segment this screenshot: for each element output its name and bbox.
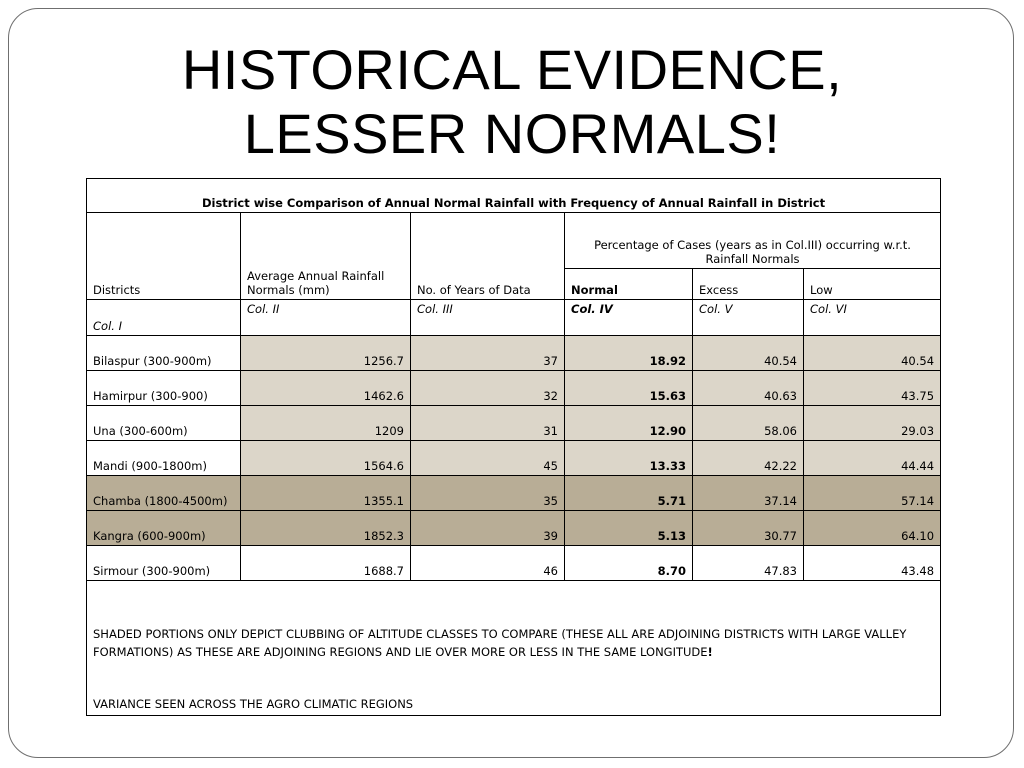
district-cell: Hamirpur (300-900) [87,371,241,406]
table-row [87,406,941,441]
avg-rainfall-cell: 1564.6 [241,441,411,476]
note-line-1-end: ! [707,645,713,659]
avg-rainfall-cell: 1462.6 [241,371,411,406]
slide-title [0,38,1024,166]
years-cell: 39 [411,511,565,546]
rainfall-table [86,178,941,716]
avg-rainfall-cell: 1355.1 [241,476,411,511]
table-row [87,371,941,406]
years-cell: 31 [411,406,565,441]
district-cell: Chamba (1800-4500m) [87,476,241,511]
years-cell: 35 [411,476,565,511]
note-line-2: VARIANCE SEEN ACROSS THE AGRO CLIMATIC REGIONS [93,697,414,711]
normal-cell: 5.13 [565,511,693,546]
table-row [87,511,941,546]
table-note [87,581,941,716]
table-row [87,336,941,371]
excess-cell: 30.77 [693,511,804,546]
normal-cell: 13.33 [565,441,693,476]
normal-cell: 15.63 [565,371,693,406]
excess-cell: 58.06 [693,406,804,441]
low-cell: 29.03 [804,406,941,441]
col-label-6: Col. VI [804,300,941,336]
note-line-1-text: SHADED PORTIONS ONLY DEPICT CLUBBING OF ALTITUDE CLASSES TO COMPARE (THESE ALL ARE ADJOINING DISTRICTS WITH LARGE VALLEY FORMATIONS) AS THESE ARE ADJOINING REGIONS AND LIE OVER MORE OR LESS IN THE SAME LONGITUDE [93,627,907,659]
avg-rainfall-cell: 1688.7 [241,546,411,581]
excess-cell: 42.22 [693,441,804,476]
col-label-2: Col. II [241,300,411,336]
district-cell: Bilaspur (300-900m) [87,336,241,371]
note-line-1 [93,625,934,661]
years-cell: 37 [411,336,565,371]
low-cell: 40.54 [804,336,941,371]
low-cell: 43.75 [804,371,941,406]
excess-cell: 37.14 [693,476,804,511]
col-label-1: Col. I [87,300,241,336]
normal-cell: 18.92 [565,336,693,371]
excess-cell: 40.63 [693,371,804,406]
excess-cell: 40.54 [693,336,804,371]
header-years: No. of Years of Data [411,213,565,300]
avg-rainfall-cell: 1209 [241,406,411,441]
col-label-3: Col. III [411,300,565,336]
excess-cell: 47.83 [693,546,804,581]
years-cell: 45 [411,441,565,476]
header-low: Low [804,269,941,300]
table-row [87,546,941,581]
table-row [87,476,941,511]
years-cell: 32 [411,371,565,406]
years-cell: 46 [411,546,565,581]
header-percentage-group: Percentage of Cases (years as in Col.III) occurring w.r.t. Rainfall Normals [565,213,941,269]
col-label-5: Col. V [693,300,804,336]
avg-rainfall-cell: 1852.3 [241,511,411,546]
low-cell: 57.14 [804,476,941,511]
normal-cell: 12.90 [565,406,693,441]
header-normal: Normal [565,269,693,300]
table-caption: District wise Comparison of Annual Normal Rainfall with Frequency of Annual Rainfall in District [87,179,941,213]
low-cell: 44.44 [804,441,941,476]
title-line-2: LESSER NORMALS! [243,102,781,165]
district-cell: Sirmour (300-900m) [87,546,241,581]
low-cell: 43.48 [804,546,941,581]
table-row [87,441,941,476]
header-districts: Districts [87,213,241,300]
header-avg-rainfall: Average Annual Rainfall Normals (mm) [241,213,411,300]
header-excess: Excess [693,269,804,300]
district-cell: Una (300-600m) [87,406,241,441]
low-cell: 64.10 [804,511,941,546]
district-cell: Kangra (600-900m) [87,511,241,546]
title-line-1: HISTORICAL EVIDENCE, [181,38,843,101]
district-cell: Mandi (900-1800m) [87,441,241,476]
avg-rainfall-cell: 1256.7 [241,336,411,371]
col-label-4: Col. IV [565,300,693,336]
normal-cell: 8.70 [565,546,693,581]
normal-cell: 5.71 [565,476,693,511]
